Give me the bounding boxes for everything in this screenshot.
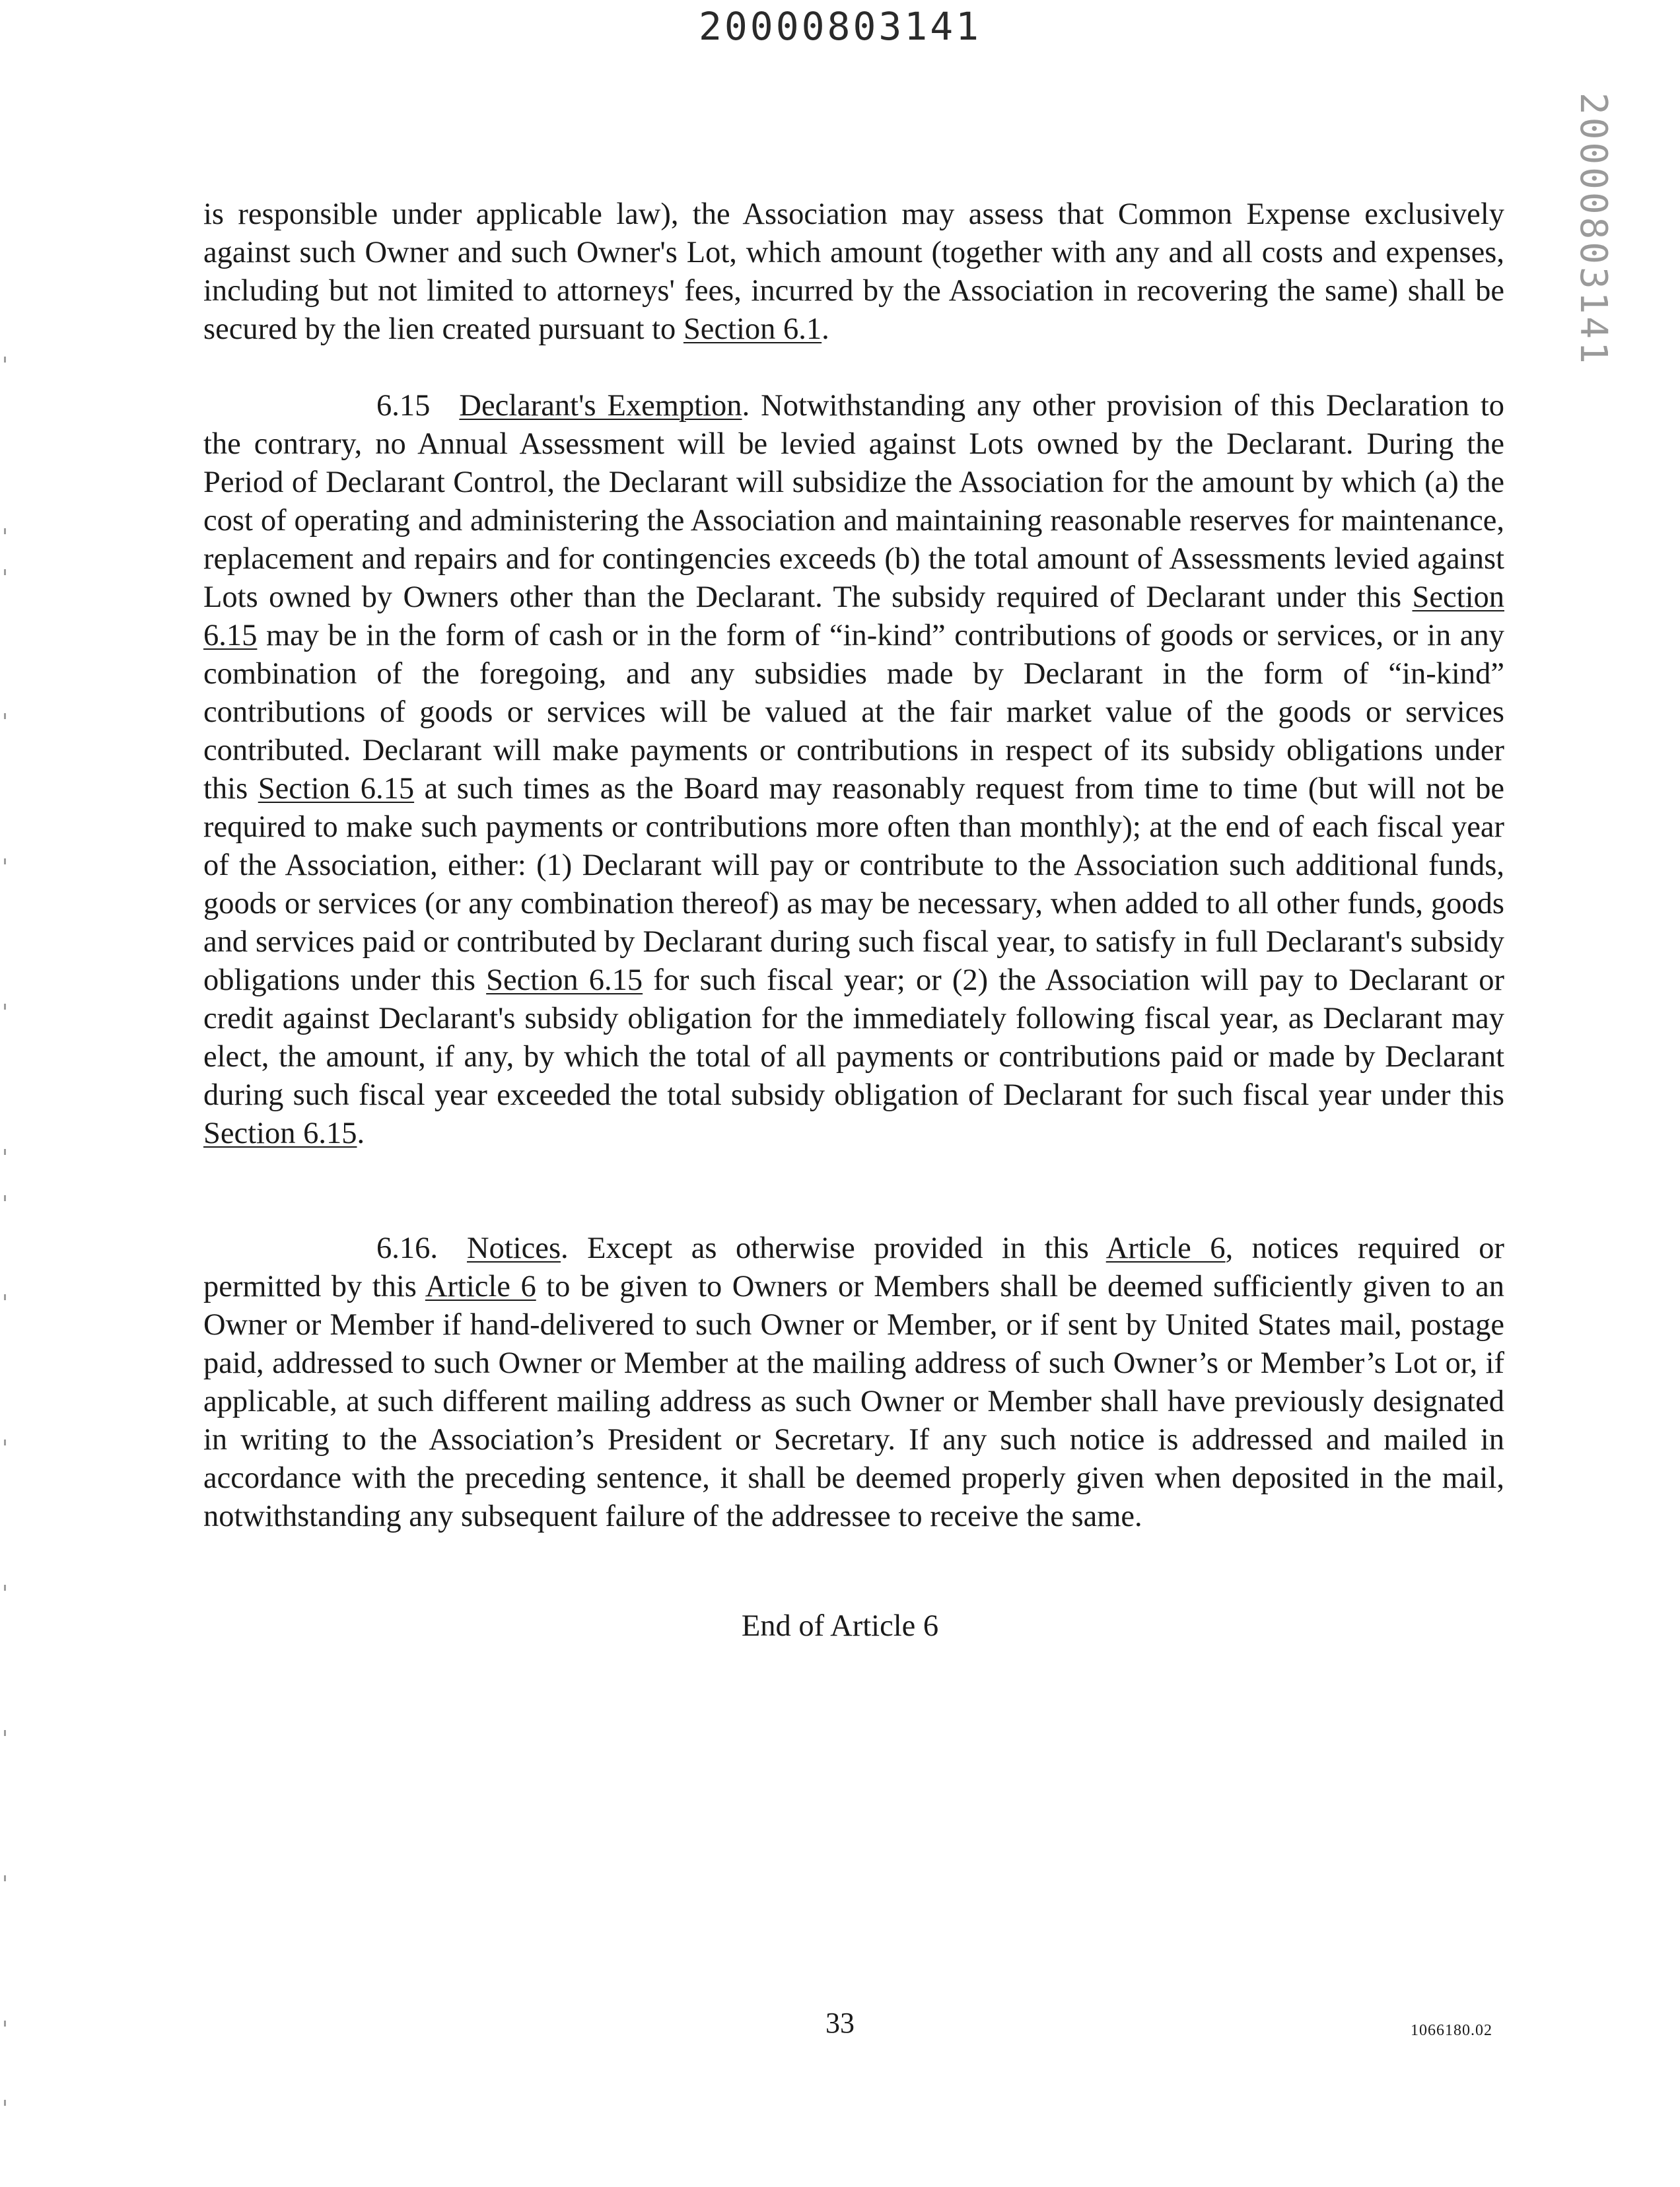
scan-margin-mark [4, 569, 6, 575]
scan-margin-mark [4, 858, 6, 864]
scan-margin-mark [4, 1440, 6, 1445]
paragraph-text: may be in the form of cash or in the form of “in-kind” contributions of goods or services, or in any combination of the foregoing, and any subsidies made by Declarant in the form of “in-kind” contributions of goods or services will be valued at the fair market value of the goods or services contributed. Declarant will make payments or contributions in respect of its subsidy obligations under this [203, 619, 1504, 806]
section-6-16-paragraph [203, 1230, 1504, 1536]
section-reference: Section 6.15 [203, 1117, 357, 1150]
scan-margin-mark [4, 1294, 6, 1300]
paragraph-text: , notices required or permitted by this [203, 1232, 1504, 1303]
section-reference: Section 6.15 [203, 580, 1504, 652]
section-6-15-paragraph [203, 387, 1504, 1153]
paragraph-text: . [357, 1117, 365, 1150]
article-reference: Article 6 [425, 1270, 536, 1303]
scan-margin-mark [4, 1585, 6, 1591]
section-reference: Section 6.15 [258, 772, 415, 806]
paragraph-text: . Except as otherwise provided in this [561, 1232, 1106, 1265]
section-number: 6.16. [376, 1232, 438, 1265]
scan-margin-mark [4, 357, 6, 363]
section-heading: Notices [467, 1232, 561, 1265]
scan-margin-mark [4, 2021, 6, 2027]
paragraph-text: to be given to Owners or Members shall be deemed sufficiently given to an Owner or Member if hand-delivered to such Owner or Member, or if sent by United States mail, postage paid, addressed to such Owner or Member at the mailing address of such Owner’s or Member’s Lot or, if applicable, at such different mailing address as such Owner or Member shall have previously designated in writing to the Association’s President or Secretary. If any such notice is addressed and mailed in accordance with the preceding sentence, it shall be deemed properly given when deposited in the mail, notwithstanding any subsequent failure of the addressee to receive the same. [203, 1270, 1504, 1533]
section-reference: Section 6.15 [486, 963, 643, 997]
section-number: 6.15 [376, 389, 431, 423]
scan-margin-mark [4, 1149, 6, 1155]
end-of-article: End of Article 6 [741, 1609, 939, 1643]
paragraph-text: for such fiscal year; or (2) the Association will pay to Declarant or credit against Declarant's subsidy obligation for the immediately following fiscal year, as Declarant may elect, the amount, if any, by which the total of all payments or contributions paid or made by Declarant during such fiscal year exceeded the total subsidy obligation of Declarant for such fiscal year under this [203, 963, 1504, 1112]
scan-margin-mark [4, 2100, 6, 2106]
article-reference: Article 6 [1105, 1232, 1226, 1265]
paragraph-text: . Notwithstanding any other provision of this Declaration to the contrary, no Annual Assessment will be levied against Lots owned by the Declarant. During the Period of Declarant Control, the Declarant will subsidize the Association for the amount by which (a) the cost of operating and administering the Association and maintaining reasonable reserves for maintenance, replacement and repairs and for contingencies exceeds (b) the total amount of Assessments levied against Lots owned by Owners other than the Declarant. The subsidy required of Declarant under this [203, 389, 1505, 614]
paragraph-continuation [203, 195, 1504, 349]
scan-margin-mark [4, 713, 6, 719]
document-number-side-stamp: 20000803141 [1572, 92, 1615, 366]
scan-margin-mark [4, 1195, 6, 1201]
document-number-header: 20000803141 [698, 4, 982, 49]
scan-margin-mark [4, 528, 6, 534]
document-reference-code: 1066180.02 [1411, 2022, 1492, 2039]
page-number: 33 [825, 2007, 855, 2039]
section-heading: Declarant's Exemption [459, 389, 742, 423]
scan-margin-mark [4, 1730, 6, 1736]
scan-margin-mark [4, 1875, 6, 1881]
paragraph-text: . [822, 312, 829, 346]
scan-margin-mark [4, 1004, 6, 1010]
section-reference: Section 6.1 [683, 312, 822, 346]
paragraph-text: at such times as the Board may reasonably request from time to time (but will not be required to make such payments or contributions more often than monthly); at the end of each fiscal year of the Association, either: (1) Declarant will pay or contribute to the Association such additional funds, goods or services (or any combination thereof) as may be necessary, when added to all other funds, goods and services paid or contributed by Declarant during such fiscal year, to satisfy in full Declarant's subsidy obligations under this [203, 772, 1504, 997]
paragraph-text: is responsible under applicable law), the Association may assess that Common Expense exclusively against such Owner and such Owner's Lot, which amount (together with any and all costs and expenses, including but not limited to attorneys' fees, incurred by the Association in recovering the same) shall be secured by the lien created pursuant to [203, 197, 1504, 346]
